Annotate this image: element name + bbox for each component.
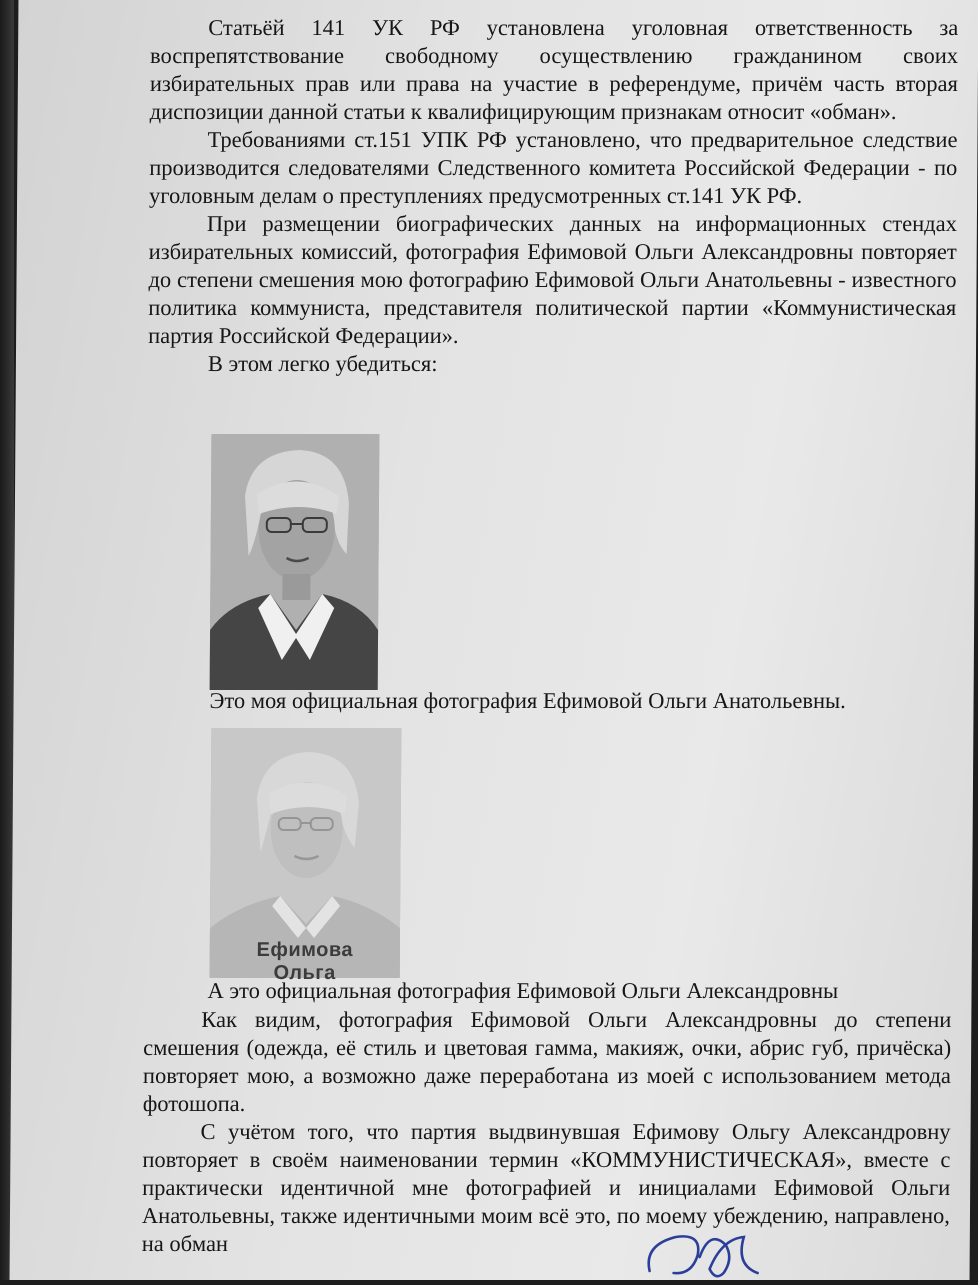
paragraph-comparison: Как видим, фотография Ефимовой Ольги Александровны до степени смешения (одежда, её стиль и цветовая гамма, макияж, очки, абрис губ, причёска) повторяет мою, а возможно даже переработана из моей с использованием метода фотошопа. xyxy=(142,1007,952,1116)
paragraph-photo-similarity: При размещении биографических данных на информационных стендах избирательных комиссий, фотография Ефимовой Ольги Александровны повторяет до степени смешения мою фотографию Ефимовой Ольги Анатольевны - известного политика коммуниста, представителя политической партии «Коммунистическая партия Российской Федерации». xyxy=(148,211,957,348)
handwritten-signature xyxy=(639,1215,779,1285)
photo2-surname: Ефимова xyxy=(256,939,354,961)
photo-efimova-olga-anatolyevna xyxy=(210,434,380,690)
photo1-caption: Это моя официальная фотография Ефимовой Ольги Анатольевны. xyxy=(209,688,846,713)
paragraph-easy-to-verify: В этом легко убедиться: xyxy=(207,351,438,376)
document-page xyxy=(10,0,978,1280)
body-text-top xyxy=(148,14,959,378)
photo2-name-label xyxy=(210,939,400,970)
body-text-bottom xyxy=(142,1006,952,1258)
photo2-caption: А это официальная фотография Ефимовой Ольги Александровны xyxy=(207,978,839,1003)
photo2-given-name xyxy=(210,962,400,970)
portrait-1-icon xyxy=(210,434,380,690)
photo-efimova-olga-aleksandrovna xyxy=(210,728,402,978)
paragraph-article-151: Требованиями ст.151 УПК РФ установлено, что предварительное следствие производится следователями Следственного комитета Российской Федерации - по уголовным делам о преступлениях предусмотренных ст.141 УК РФ. xyxy=(149,127,958,208)
paragraph-party-name: С учётом того, что партия выдвинувшая Ефимову Ольгу Александровну повторяет в своём наименовании термин «КОММУНИСТИЧЕСКАЯ», вместе с практически идентичной мне фотографией и инициалами Ефимовой Ольги Анатольевны, также идентичными моим всё это, по моему убеждению, направлено, на обман xyxy=(141,1119,951,1256)
paragraph-article-141: Статьёй 141 УК РФ установлена уголовная ответственность за воспрепятствование свободному осуществлению гражданином своих избирательных прав или права на участие в референдуме, причём часть вторая диспозиции данной статьи к квалифицирующим признакам относит «обман». xyxy=(149,15,959,124)
